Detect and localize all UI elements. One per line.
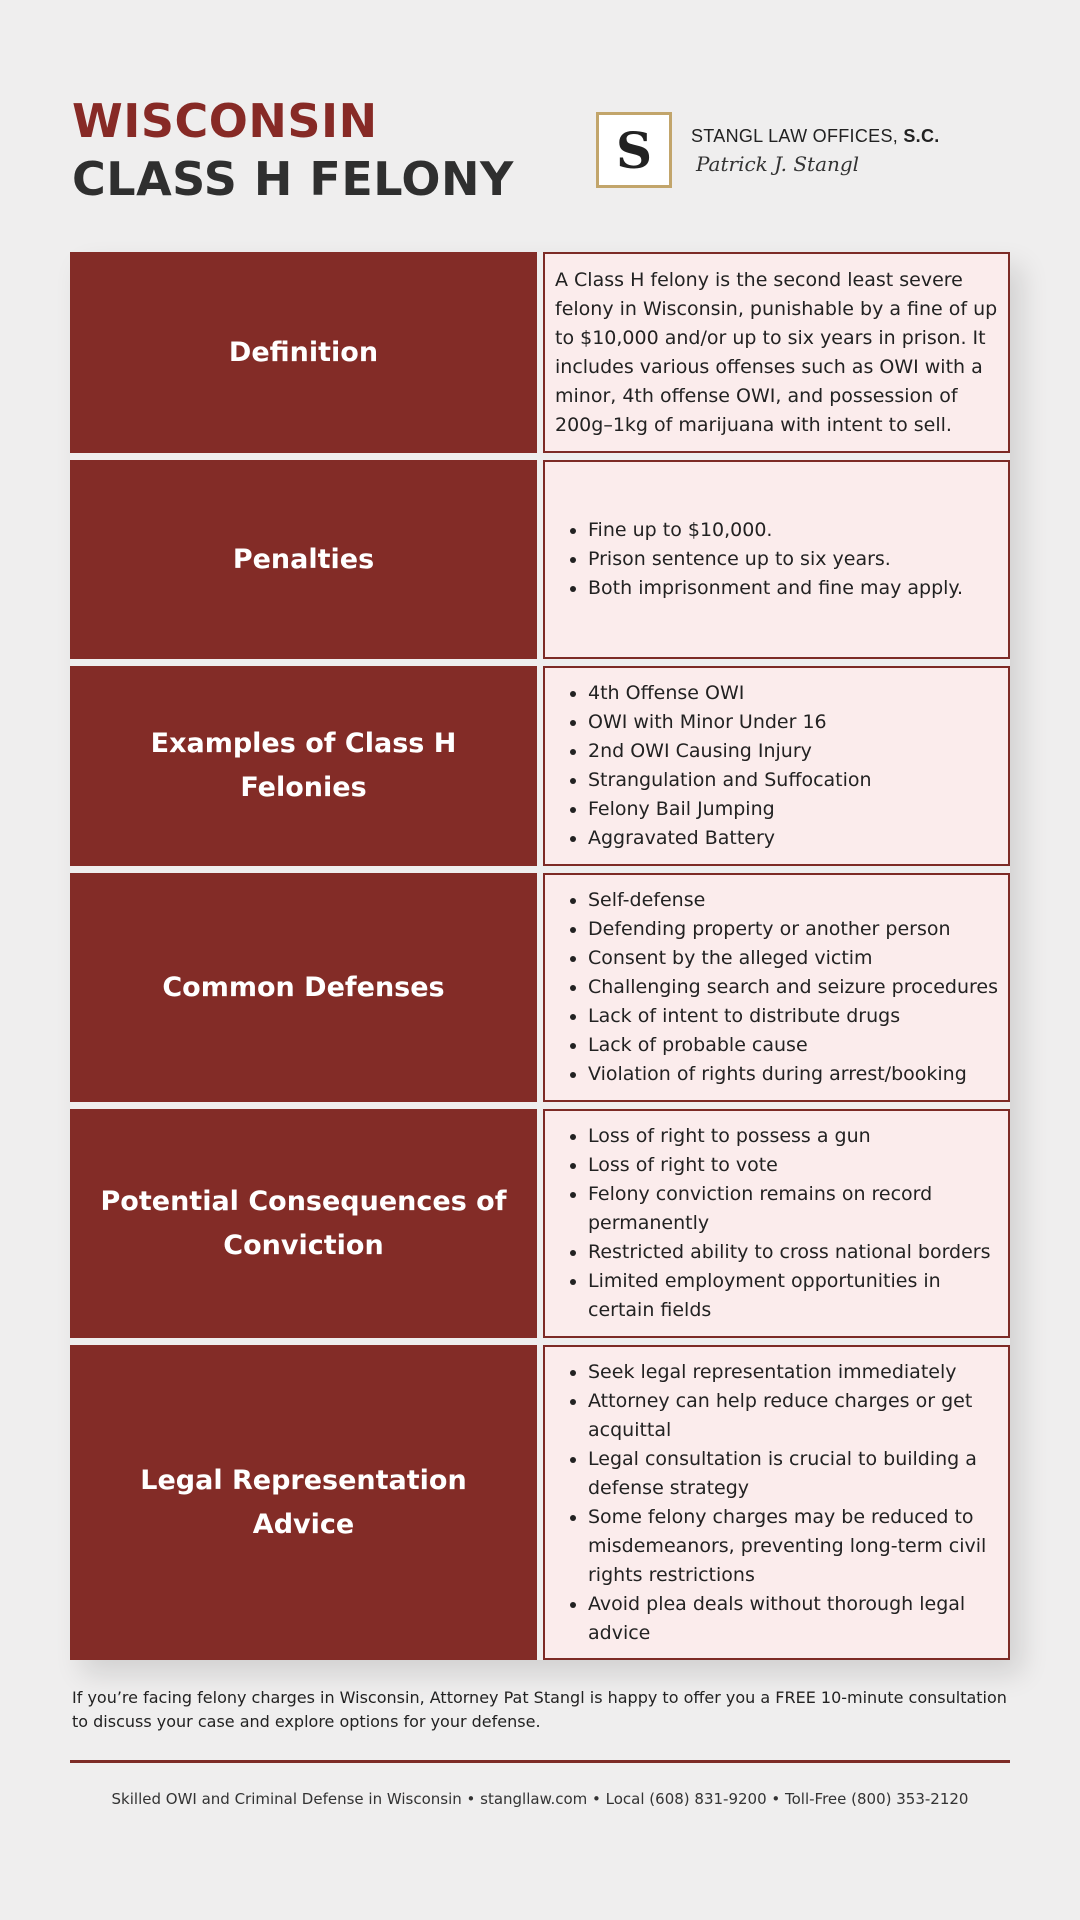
list-item: • Some felony charges may be reduced to misdemeanors, preventing long-term civil rights restrictions [588,1503,998,1590]
row-label: Common Defenses [70,873,537,1102]
list-item: • Legal consultation is crucial to building a defense strategy [588,1445,998,1503]
row-content [543,252,1010,453]
list-item: • Lack of probable cause [588,1031,998,1060]
divider [70,1760,1010,1763]
list-item: • Defending property or another person [588,915,998,944]
list-item: • OWI with Minor Under 16 [588,708,872,737]
list-item: • Limited employment opportunities in certain fields [588,1267,998,1325]
row-content [543,873,1010,1102]
list-item: • 4th Offense OWI [588,679,872,708]
firm-name [691,126,940,147]
row-label: Potential Consequences of Conviction [70,1109,537,1338]
list-item: • Lack of intent to distribute drugs [588,1002,998,1031]
row-legal-advice [70,1345,1010,1660]
firm-name-text: STANGL LAW OFFICES, [691,126,899,146]
row-label: Definition [70,252,537,453]
firm-suffix: S.C. [903,126,940,146]
list-item: • 2nd OWI Causing Injury [588,737,872,766]
definition-text: A Class H felony is the second least severe felony in Wisconsin, punishable by a fine of up to $10,000 and/or up to six years in prison. It includes various offenses such as OWI with a minor, 4th offense OWI, and possession of 200g–1kg of marijuana with intent to sell. [555,268,998,436]
title-line-felony: CLASS H FELONY [72,152,514,206]
footer-contact: Skilled OWI and Criminal Defense in Wisconsin • stangllaw.com • Local (608) 831-9200 • Toll-Free (800) 353-2120 [111,1790,969,1808]
list-item: • Seek legal representation immediately [588,1358,998,1387]
list-item: • Violation of rights during arrest/booking [588,1060,998,1089]
page-title [72,92,514,208]
row-defenses [70,873,1010,1102]
row-label: Legal Representation Advice [70,1345,537,1660]
row-content [543,460,1010,659]
list-item: • Felony Bail Jumping [588,795,872,824]
list-item: • Consent by the alleged victim [588,944,998,973]
list-item: • Challenging search and seizure procedures [588,973,998,1002]
list-item: • Loss of right to vote [588,1151,998,1180]
list-item: • Strangulation and Suffocation [588,766,872,795]
list-item: • Restricted ability to cross national borders [588,1238,998,1267]
row-label: Penalties [70,460,537,659]
row-penalties [70,460,1010,659]
list-item: • Aggravated Battery [588,824,872,853]
attorney-signature: Patrick J. Stangl [696,152,860,176]
row-content [543,1345,1010,1660]
list-item: • Both imprisonment and fine may apply. [588,574,963,603]
list-item: • Attorney can help reduce charges or get acquittal [588,1387,998,1445]
list-item: • Felony conviction remains on record permanently [588,1180,998,1238]
row-content [543,1109,1010,1338]
consultation-note: If you’re facing felony charges in Wisconsin, Attorney Pat Stangl is happy to offer you a FREE 10-minute consultation to discuss your case and explore options for your defense. [72,1688,1007,1731]
list-item: • Avoid plea deals without thorough legal advice [588,1590,998,1648]
row-label: Examples of Class H Felonies [70,666,537,866]
row-definition [70,252,1010,453]
info-table [70,252,1010,1660]
row-content [543,666,1010,866]
list-item: • Fine up to $10,000. [588,516,963,545]
list-item: • Self-defense [588,886,998,915]
row-examples [70,666,1010,866]
list-item: • Prison sentence up to six years. [588,545,963,574]
title-line-state: WISCONSIN [72,94,378,148]
row-consequences [70,1109,1010,1338]
list-item: • Loss of right to possess a gun [588,1122,998,1151]
monogram-logo-icon: S [596,112,672,188]
